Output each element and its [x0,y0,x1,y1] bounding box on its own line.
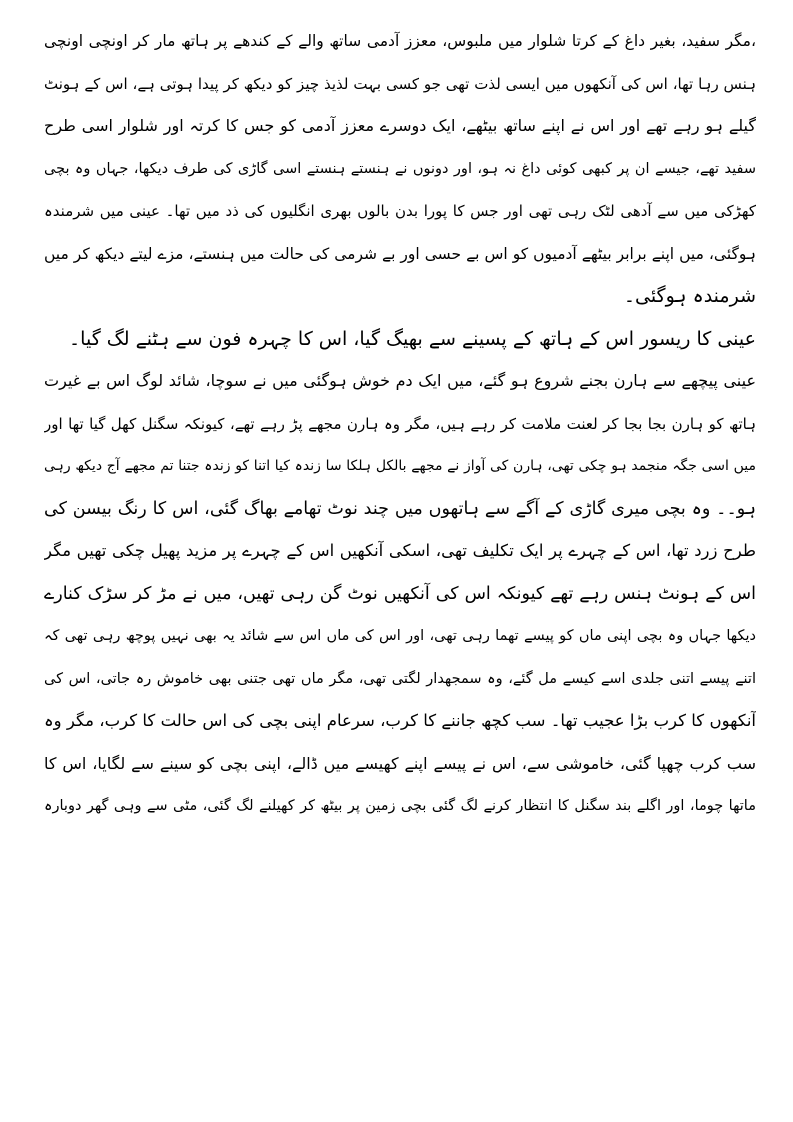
text-line: اس کے ہونٹ ہنس رہے تھے کیونکہ اس کی آنکھیں نوٹ گن رہی تھیں، میں نے مڑ کر سڑک کنارے [44,583,756,604]
paragraph-3 [44,360,756,828]
text-line: ہوگئی، میں اپنے برابر بیٹھے آدمیوں کو اس بے حسی اور بے شرمی کی حالت میں ہنستے، مزے لیتے دیکھ کر میں [44,244,756,263]
text-line: سفید تھے، جیسے ان پر کبھی کوئی داغ نہ ہو، اور دونوں نے ہنستے ہنستے اسی گاڑی کی طرف دیکھا، جہاں وہ بچی [44,160,756,177]
text-line: ہو۔۔ وہ بچی میری گاڑی کے آگے سے ہاتھوں میں چند نوٹ تھامے بھاگ گئی، اس کا رنگ بیسن کی [44,498,756,519]
text-line: دیکھا جہاں وہ بچی اپنی ماں کو پیسے تھما رہی تھی، اور اس کی ماں اس سے شائد یہ بھی نہیں پوچھ رہی تھی کہ [44,628,756,644]
text-line: شرمندہ ہوگئی۔ [623,285,756,307]
text-line: سب کرب چھپا گئی، خاموشی سے، اس نے پیسے اپنے کھیسے میں ڈالے، اپنی بچی کو سینے سے لگایا، اس کا [44,753,756,773]
document-page [44,20,756,828]
text-line: عینی پیچھے سے ہارن بجنے شروع ہو گئے، میں ایک دم خوش ہوگئی میں نے سوچا، شائد لوگ اس بے غیرت [44,371,756,390]
text-line: طرح زرد تھا، اس کے چہرے پر ایک تکلیف تھی، اسکی آنکھیں اس کے چہرے پر مزید پھیل چکی تھیں مگر [44,541,756,560]
paragraph-1 [44,20,756,318]
text-line: ہاتھ کو ہارن بجا بجا کر لعنت ملامت کر رہے ہیں، مگر وہ ہارن مجھے پڑ رہے تھے، کیونکہ سگنل کھل گیا تھا اور [44,414,756,433]
text-line: آنکھوں کا کرب بڑا عجیب تھا۔ سب کچھ جاننے کا کرب، سرعام اپنی بچی کی اس حالت کا کرب، مگر وہ [44,711,756,730]
text-line: عینی کا ریسور اس کے ہاتھ کے پسینے سے بھیگ گیا، اس کا چہرہ فون سے ہٹنے لگ گیا۔ [69,327,756,350]
paragraph-2 [44,318,756,361]
text-line: ہنس رہا تھا، اس کی آنکھوں میں ایسی لذت تھی جو کسی بہت لذیذ چیز کو دیکھ کر پیدا ہوتی ہے، اس کے ہونٹ [44,74,756,93]
text-line: میں اسی جگہ منجمد ہو چکی تھی، ہارن کی آواز نے مجھے بالکل ہلکا سا زندہ کیا اتنا کو زندہ جتنا تم مجھے آج دیکھ رہی [44,458,756,474]
text-line: گیلے ہو رہے تھے اور اس نے اپنے ساتھ بیٹھے، ایک دوسرے معزز آدمی کو جس کا کرتہ اور شلوار اسی طرح [44,116,756,135]
text-line: ،مگر سفید، بغیر داغ کے کرتا شلوار میں ملبوس، معزز آدمی ساتھ والے کے کندھے پر ہاتھ مار کر اونچی اونچی [44,32,756,50]
text-line: کھڑکی میں سے آدھی لٹک رہی تھی اور جس کا پورا بدن بالوں بھری انگلیوں کی ذد میں تھا۔ عینی میں شرمندہ [44,202,756,220]
text-line: ماتھا چوما، اور اگلے بند سگنل کا انتظار کرنے لگ گئی بچی زمین پر بیٹھ کر کھیلنے لگ گئی، مٹی سے وہی گھر دوبارہ [44,798,756,814]
text-line: اتنے پیسے اتنی جلدی اسے کیسے مل گئے، وہ سمجھدار لگتی تھی، مگر ماں تھی جتنی بھی خاموش رہ جاتی، اس کی [44,670,756,687]
